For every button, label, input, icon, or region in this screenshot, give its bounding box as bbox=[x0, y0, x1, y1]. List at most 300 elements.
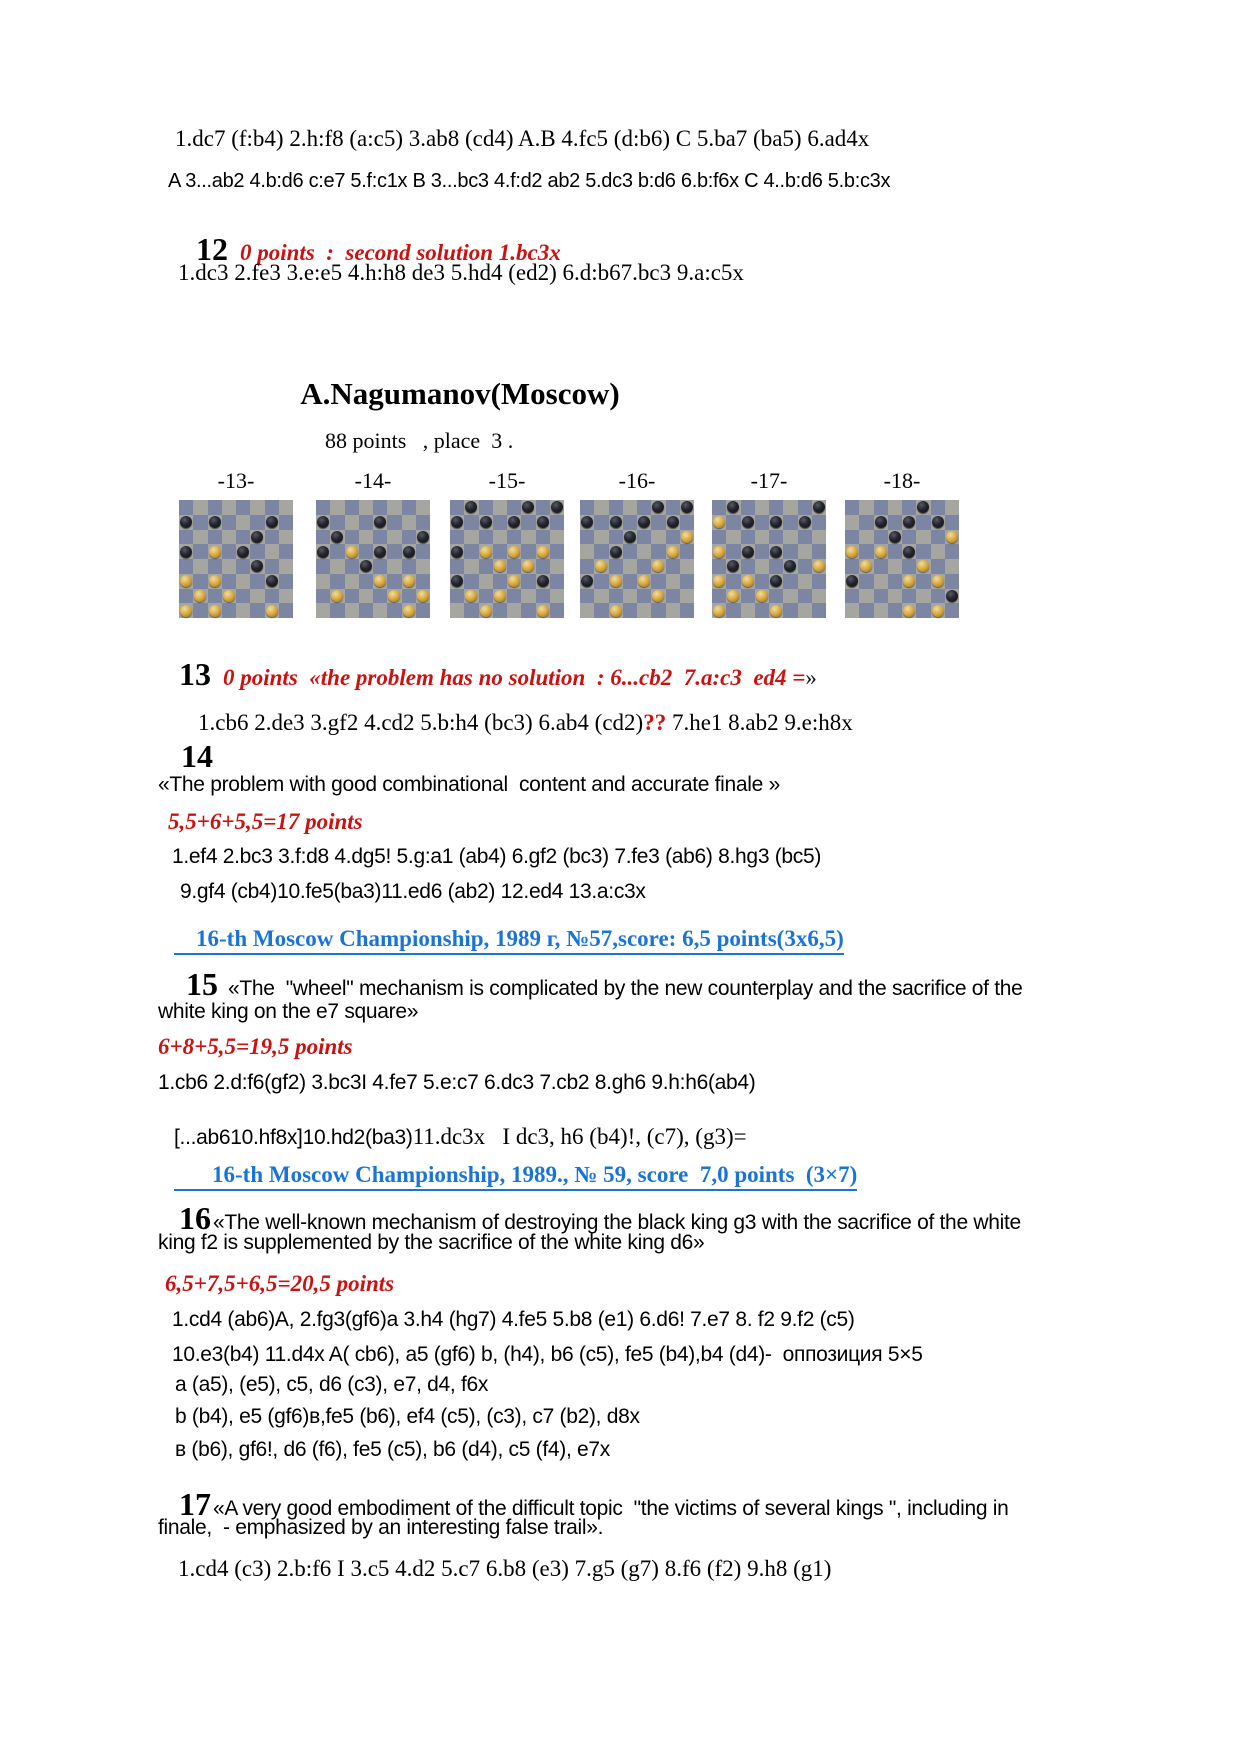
board-square bbox=[680, 544, 694, 559]
board-square bbox=[387, 574, 401, 589]
board-square bbox=[712, 589, 726, 604]
board-square bbox=[812, 574, 826, 589]
board-square bbox=[945, 574, 959, 589]
board-square bbox=[902, 559, 916, 574]
board-square bbox=[359, 589, 373, 604]
checker-piece-white bbox=[713, 605, 725, 617]
board-square bbox=[623, 559, 637, 574]
checker-piece-white bbox=[209, 575, 221, 587]
board-square bbox=[250, 603, 264, 618]
board-square bbox=[521, 603, 535, 618]
board-square bbox=[236, 603, 250, 618]
board-square bbox=[507, 559, 521, 574]
board-square bbox=[464, 544, 478, 559]
board-square bbox=[874, 589, 888, 604]
board-square bbox=[666, 500, 680, 515]
board-square bbox=[741, 500, 755, 515]
checker-piece-black bbox=[403, 546, 415, 558]
board-square bbox=[279, 500, 293, 515]
board-square bbox=[945, 500, 959, 515]
diagram-label: -15- bbox=[488, 468, 526, 493]
board-square bbox=[637, 589, 651, 604]
board-square bbox=[464, 559, 478, 574]
checker-piece-black bbox=[610, 516, 622, 528]
board-square bbox=[651, 530, 665, 545]
championship-link[interactable]: 16-th Moscow Championship, 1989., № 59, score 7,0 points (3×7) bbox=[174, 1162, 857, 1191]
board-square bbox=[609, 589, 623, 604]
board-square bbox=[416, 559, 430, 574]
board-square bbox=[373, 500, 387, 515]
board-square bbox=[916, 544, 930, 559]
board-square bbox=[208, 530, 222, 545]
solution-text: 11.dc3x I dc3, h6 (b4)!, (c7), (g3)= bbox=[412, 1124, 747, 1149]
board-square bbox=[250, 544, 264, 559]
judge-comment-16b: king f2 is supplemented by the sacrifice of the white king d6» bbox=[158, 1231, 705, 1254]
board-square bbox=[250, 515, 264, 530]
board-square bbox=[874, 530, 888, 545]
board-square bbox=[594, 530, 608, 545]
board-square bbox=[798, 530, 812, 545]
board-square bbox=[550, 515, 564, 530]
checker-piece-white bbox=[346, 546, 358, 558]
board-square bbox=[416, 544, 430, 559]
board-square bbox=[637, 603, 651, 618]
diagram-14 bbox=[316, 468, 430, 618]
board-square bbox=[798, 603, 812, 618]
board-square bbox=[798, 500, 812, 515]
checker-piece-white bbox=[209, 546, 221, 558]
board-square bbox=[250, 589, 264, 604]
board-square bbox=[479, 559, 493, 574]
board-square bbox=[945, 544, 959, 559]
solution-text: 7.he1 8.ab2 9.e:h8x bbox=[666, 710, 853, 735]
board-square bbox=[345, 589, 359, 604]
board-square bbox=[265, 500, 279, 515]
checker-piece-white bbox=[266, 605, 278, 617]
board-square bbox=[345, 515, 359, 530]
board-square bbox=[859, 603, 873, 618]
board-square bbox=[594, 544, 608, 559]
board-square bbox=[222, 603, 236, 618]
board-square bbox=[250, 500, 264, 515]
board-square bbox=[222, 559, 236, 574]
diagram-13 bbox=[179, 468, 293, 618]
board-square bbox=[666, 603, 680, 618]
diagram-17 bbox=[712, 468, 826, 618]
board-square bbox=[464, 515, 478, 530]
board-square bbox=[680, 574, 694, 589]
board-square bbox=[387, 559, 401, 574]
board-square bbox=[888, 603, 902, 618]
checker-piece-black bbox=[875, 516, 887, 528]
board-square bbox=[521, 574, 535, 589]
board-square bbox=[916, 589, 930, 604]
board-square bbox=[755, 544, 769, 559]
board-square bbox=[580, 500, 594, 515]
board-square bbox=[845, 530, 859, 545]
board-square bbox=[741, 589, 755, 604]
board-square bbox=[594, 500, 608, 515]
board-square bbox=[931, 500, 945, 515]
board-square bbox=[359, 530, 373, 545]
checker-piece-white bbox=[713, 546, 725, 558]
checkers-board bbox=[450, 500, 564, 618]
checker-piece-black bbox=[237, 546, 249, 558]
board-square bbox=[945, 515, 959, 530]
board-square bbox=[402, 515, 416, 530]
judge-comment-15a: «The "wheel" mechanism is complicated by the new counterplay and the sacrifice of the bbox=[228, 977, 1023, 1000]
board-square bbox=[279, 515, 293, 530]
author-title: A.Nagumanov(Moscow) bbox=[300, 376, 620, 411]
board-square bbox=[179, 559, 193, 574]
board-square bbox=[179, 530, 193, 545]
diagram-label: -18- bbox=[883, 468, 921, 493]
board-square bbox=[387, 500, 401, 515]
board-square bbox=[726, 515, 740, 530]
checker-piece-white bbox=[223, 590, 235, 602]
checker-piece-white bbox=[610, 575, 622, 587]
diagram-15 bbox=[450, 468, 564, 618]
points-formula-14: 5,5+6+5,5=17 points bbox=[168, 809, 363, 834]
board-square bbox=[387, 544, 401, 559]
board-square bbox=[330, 603, 344, 618]
problem-number: 14 bbox=[181, 738, 213, 774]
board-square bbox=[279, 544, 293, 559]
board-square bbox=[916, 530, 930, 545]
problem-number: 12 bbox=[196, 231, 228, 267]
board-square bbox=[888, 515, 902, 530]
board-square bbox=[345, 530, 359, 545]
board-square bbox=[931, 544, 945, 559]
board-square bbox=[507, 530, 521, 545]
board-square bbox=[521, 544, 535, 559]
board-square bbox=[179, 500, 193, 515]
board-square bbox=[236, 574, 250, 589]
board-square bbox=[550, 574, 564, 589]
board-square bbox=[345, 574, 359, 589]
board-square bbox=[507, 589, 521, 604]
board-square bbox=[680, 589, 694, 604]
variant-line-16b: b (b4), e5 (gf6)в,fe5 (b6), ef4 (c5), (c3), c7 (b2), d8x bbox=[175, 1405, 640, 1428]
board-square bbox=[345, 603, 359, 618]
checker-piece-black bbox=[451, 546, 463, 558]
board-square bbox=[479, 589, 493, 604]
board-square bbox=[594, 574, 608, 589]
board-square bbox=[330, 544, 344, 559]
board-square bbox=[769, 530, 783, 545]
judge-comment-16a: «The well-known mechanism of destroying the black king g3 with the sacrifice of the white bbox=[213, 1211, 1021, 1234]
board-square bbox=[330, 515, 344, 530]
board-square bbox=[859, 500, 873, 515]
board-square bbox=[812, 603, 826, 618]
board-square bbox=[193, 515, 207, 530]
solution-line-11: 1.dc7 (f:b4) 2.h:f8 (a:c5) 3.ab8 (cd4) A.B 4.fc5 (d:b6) C 5.ba7 (ba5) 6.ad4x bbox=[175, 126, 870, 151]
board-square bbox=[609, 530, 623, 545]
checker-piece-black bbox=[537, 575, 549, 587]
checker-piece-white bbox=[846, 546, 858, 558]
board-square bbox=[580, 603, 594, 618]
board-square bbox=[345, 559, 359, 574]
board-square bbox=[916, 574, 930, 589]
checkers-board bbox=[179, 500, 293, 618]
board-square bbox=[874, 559, 888, 574]
checker-piece-white bbox=[742, 575, 754, 587]
board-square bbox=[450, 530, 464, 545]
judge-comment-14: «The problem with good combinational content and accurate finale » bbox=[158, 773, 780, 796]
board-square bbox=[493, 515, 507, 530]
board-square bbox=[680, 515, 694, 530]
board-square bbox=[316, 530, 330, 545]
board-square bbox=[359, 574, 373, 589]
checker-piece-white bbox=[209, 605, 221, 617]
board-square bbox=[193, 574, 207, 589]
checker-piece-black bbox=[209, 516, 221, 528]
board-square bbox=[536, 530, 550, 545]
board-square bbox=[902, 500, 916, 515]
checker-piece-black bbox=[537, 516, 549, 528]
checker-piece-black bbox=[610, 546, 622, 558]
variants-line-11: A 3...ab2 4.b:d6 c:e7 5.f:c1x B 3...bc3 4.f:d2 ab2 5.dc3 b:d6 6.b:f6x C 4..b:d6 5.b:c3x bbox=[168, 170, 891, 192]
board-square bbox=[783, 544, 797, 559]
board-square bbox=[464, 603, 478, 618]
board-square bbox=[755, 500, 769, 515]
board-square bbox=[783, 589, 797, 604]
board-square bbox=[783, 603, 797, 618]
checker-piece-black bbox=[317, 546, 329, 558]
board-square bbox=[330, 559, 344, 574]
quote-close: » bbox=[805, 665, 817, 690]
checker-piece-black bbox=[266, 575, 278, 587]
board-square bbox=[712, 500, 726, 515]
board-square bbox=[580, 589, 594, 604]
board-square bbox=[755, 530, 769, 545]
board-square bbox=[416, 500, 430, 515]
checker-piece-black bbox=[266, 516, 278, 528]
board-square bbox=[450, 589, 464, 604]
board-square bbox=[536, 559, 550, 574]
board-square bbox=[236, 515, 250, 530]
checker-piece-black bbox=[742, 516, 754, 528]
board-square bbox=[359, 500, 373, 515]
checker-piece-white bbox=[903, 605, 915, 617]
board-square bbox=[798, 589, 812, 604]
checker-piece-white bbox=[537, 605, 549, 617]
board-square bbox=[680, 559, 694, 574]
checker-piece-white bbox=[770, 605, 782, 617]
judge-comment-17a: «A very good embodiment of the difficult topic "the victims of several kings ", including in bbox=[213, 1497, 1009, 1520]
board-square bbox=[916, 515, 930, 530]
board-square bbox=[666, 530, 680, 545]
board-square bbox=[493, 500, 507, 515]
board-square bbox=[236, 500, 250, 515]
championship-link[interactable]: 16-th Moscow Championship, 1989 г, №57,score: 6,5 points(3x6,5) bbox=[174, 926, 844, 955]
board-square bbox=[783, 500, 797, 515]
board-square bbox=[859, 530, 873, 545]
board-square bbox=[222, 574, 236, 589]
board-square bbox=[450, 500, 464, 515]
board-square bbox=[741, 530, 755, 545]
board-square bbox=[464, 574, 478, 589]
board-square bbox=[945, 559, 959, 574]
checker-piece-white bbox=[756, 590, 768, 602]
solution-line-17: 1.cd4 (c3) 2.b:f6 I 3.c5 4.d2 5.c7 6.b8 (e3) 7.g5 (g7) 8.f6 (f2) 9.h8 (g1) bbox=[178, 1556, 832, 1581]
board-square bbox=[387, 603, 401, 618]
board-square bbox=[193, 603, 207, 618]
checker-piece-black bbox=[180, 546, 192, 558]
board-square bbox=[416, 574, 430, 589]
board-square bbox=[279, 589, 293, 604]
board-square bbox=[550, 603, 564, 618]
board-square bbox=[874, 574, 888, 589]
board-square bbox=[279, 530, 293, 545]
board-square bbox=[726, 603, 740, 618]
solution-line-15a: 1.cb6 2.d:f6(gf2) 3.bc3I 4.fe7 5.e:c7 6.dc3 7.cb2 8.gh6 9.h:h6(ab4) bbox=[158, 1071, 756, 1094]
board-square bbox=[265, 544, 279, 559]
checker-piece-black bbox=[742, 546, 754, 558]
board-square bbox=[450, 559, 464, 574]
board-square bbox=[651, 515, 665, 530]
problem-number: 16 bbox=[179, 1200, 211, 1236]
judge-verdict: 0 points : second solution 1.bc3x bbox=[240, 240, 561, 265]
board-square bbox=[580, 559, 594, 574]
board-square bbox=[316, 559, 330, 574]
checker-piece-black bbox=[667, 516, 679, 528]
board-square bbox=[265, 530, 279, 545]
board-square bbox=[859, 544, 873, 559]
board-square bbox=[193, 544, 207, 559]
board-square bbox=[680, 603, 694, 618]
board-square bbox=[373, 559, 387, 574]
board-square bbox=[493, 530, 507, 545]
board-square bbox=[666, 559, 680, 574]
board-square bbox=[623, 603, 637, 618]
board-square bbox=[550, 544, 564, 559]
board-square bbox=[741, 559, 755, 574]
board-square bbox=[193, 500, 207, 515]
checker-piece-black bbox=[903, 546, 915, 558]
board-square bbox=[888, 574, 902, 589]
board-square bbox=[536, 589, 550, 604]
board-square bbox=[651, 603, 665, 618]
checker-piece-white bbox=[480, 605, 492, 617]
board-square bbox=[798, 574, 812, 589]
board-square bbox=[250, 574, 264, 589]
checkers-board bbox=[845, 500, 959, 618]
checker-piece-black bbox=[624, 531, 636, 543]
board-square bbox=[916, 603, 930, 618]
board-square bbox=[479, 530, 493, 545]
board-square bbox=[755, 515, 769, 530]
error-mark: ?? bbox=[643, 710, 667, 735]
checker-piece-white bbox=[480, 546, 492, 558]
checker-piece-black bbox=[889, 531, 901, 543]
board-square bbox=[464, 530, 478, 545]
board-square bbox=[888, 544, 902, 559]
board-square bbox=[637, 559, 651, 574]
board-square bbox=[521, 515, 535, 530]
board-square bbox=[623, 544, 637, 559]
board-square bbox=[637, 544, 651, 559]
checker-piece-white bbox=[667, 546, 679, 558]
checker-piece-white bbox=[494, 590, 506, 602]
diagram-label: -17- bbox=[750, 468, 788, 493]
solution-line-16a: 1.cd4 (ab6)A, 2.fg3(gf6)a 3.h4 (hg7) 4.fe5 5.b8 (e1) 6.d6! 7.e7 8. f2 9.f2 (c5) bbox=[172, 1308, 855, 1331]
board-square bbox=[387, 530, 401, 545]
solution-line-14a: 1.ef4 2.bc3 3.f:d8 4.dg5! 5.g:a1 (ab4) 6.gf2 (bc3) 7.fe3 (ab6) 8.hg3 (bc5) bbox=[172, 845, 822, 868]
board-square bbox=[580, 530, 594, 545]
board-square bbox=[236, 589, 250, 604]
solution-text: 1.cb6 2.de3 3.gf2 4.cd2 5.b:h4 (bc3) 6.ab4 (cd2) bbox=[198, 710, 644, 735]
board-square bbox=[812, 589, 826, 604]
board-square bbox=[208, 559, 222, 574]
board-square bbox=[373, 589, 387, 604]
board-square bbox=[594, 589, 608, 604]
board-square bbox=[387, 515, 401, 530]
checker-piece-white bbox=[932, 605, 944, 617]
board-square bbox=[812, 544, 826, 559]
board-square bbox=[316, 603, 330, 618]
board-square bbox=[521, 530, 535, 545]
diagram-label: -14- bbox=[354, 468, 392, 493]
board-square bbox=[316, 500, 330, 515]
board-square bbox=[359, 544, 373, 559]
checker-piece-white bbox=[508, 546, 520, 558]
checkers-board bbox=[580, 500, 694, 618]
board-square bbox=[859, 589, 873, 604]
checker-piece-white bbox=[946, 531, 958, 543]
checker-piece-white bbox=[180, 605, 192, 617]
board-square bbox=[580, 544, 594, 559]
board-square bbox=[222, 500, 236, 515]
checker-piece-white bbox=[932, 575, 944, 587]
board-square bbox=[931, 559, 945, 574]
checkers-board bbox=[712, 500, 826, 618]
board-square bbox=[783, 574, 797, 589]
board-square bbox=[637, 530, 651, 545]
diagram-label: -13- bbox=[217, 468, 255, 493]
board-square bbox=[450, 603, 464, 618]
board-square bbox=[783, 515, 797, 530]
variant-line-16a: a (a5), (e5), c5, d6 (c3), e7, d4, f6x bbox=[175, 1373, 489, 1396]
checker-piece-white bbox=[403, 575, 415, 587]
board-square bbox=[769, 589, 783, 604]
board-square bbox=[402, 500, 416, 515]
board-square bbox=[479, 500, 493, 515]
board-square bbox=[208, 589, 222, 604]
checker-piece-white bbox=[417, 590, 429, 602]
board-square bbox=[416, 515, 430, 530]
board-square bbox=[902, 530, 916, 545]
solution-line-14b: 9.gf4 (cb4)10.fe5(ba3)11.ed6 (ab2) 12.ed4 13.a:c3x bbox=[180, 880, 646, 903]
board-square bbox=[359, 603, 373, 618]
board-square bbox=[726, 530, 740, 545]
problem-number: 13 bbox=[179, 656, 211, 692]
board-square bbox=[888, 559, 902, 574]
board-square bbox=[479, 574, 493, 589]
problem-number: 15 bbox=[186, 966, 218, 1002]
board-square bbox=[507, 603, 521, 618]
problem-number: 17 bbox=[179, 1486, 211, 1522]
board-square bbox=[345, 500, 359, 515]
board-square bbox=[594, 515, 608, 530]
board-square bbox=[712, 559, 726, 574]
board-square bbox=[845, 559, 859, 574]
board-square bbox=[402, 589, 416, 604]
board-square bbox=[798, 559, 812, 574]
solution-line-12: 1.dc3 2.fe3 3.e:e5 4.h:h8 de3 5.hd4 (ed2) 6.d:b67.bc3 9.a:c5x bbox=[178, 260, 744, 285]
board-square bbox=[193, 530, 207, 545]
solution-line-16b: 10.e3(b4) 11.d4x A( cb6), a5 (gf6) b, (h4), b6 (c5), fe5 (b4),b4 (d4)- оппозиция 5×5 bbox=[172, 1343, 923, 1366]
